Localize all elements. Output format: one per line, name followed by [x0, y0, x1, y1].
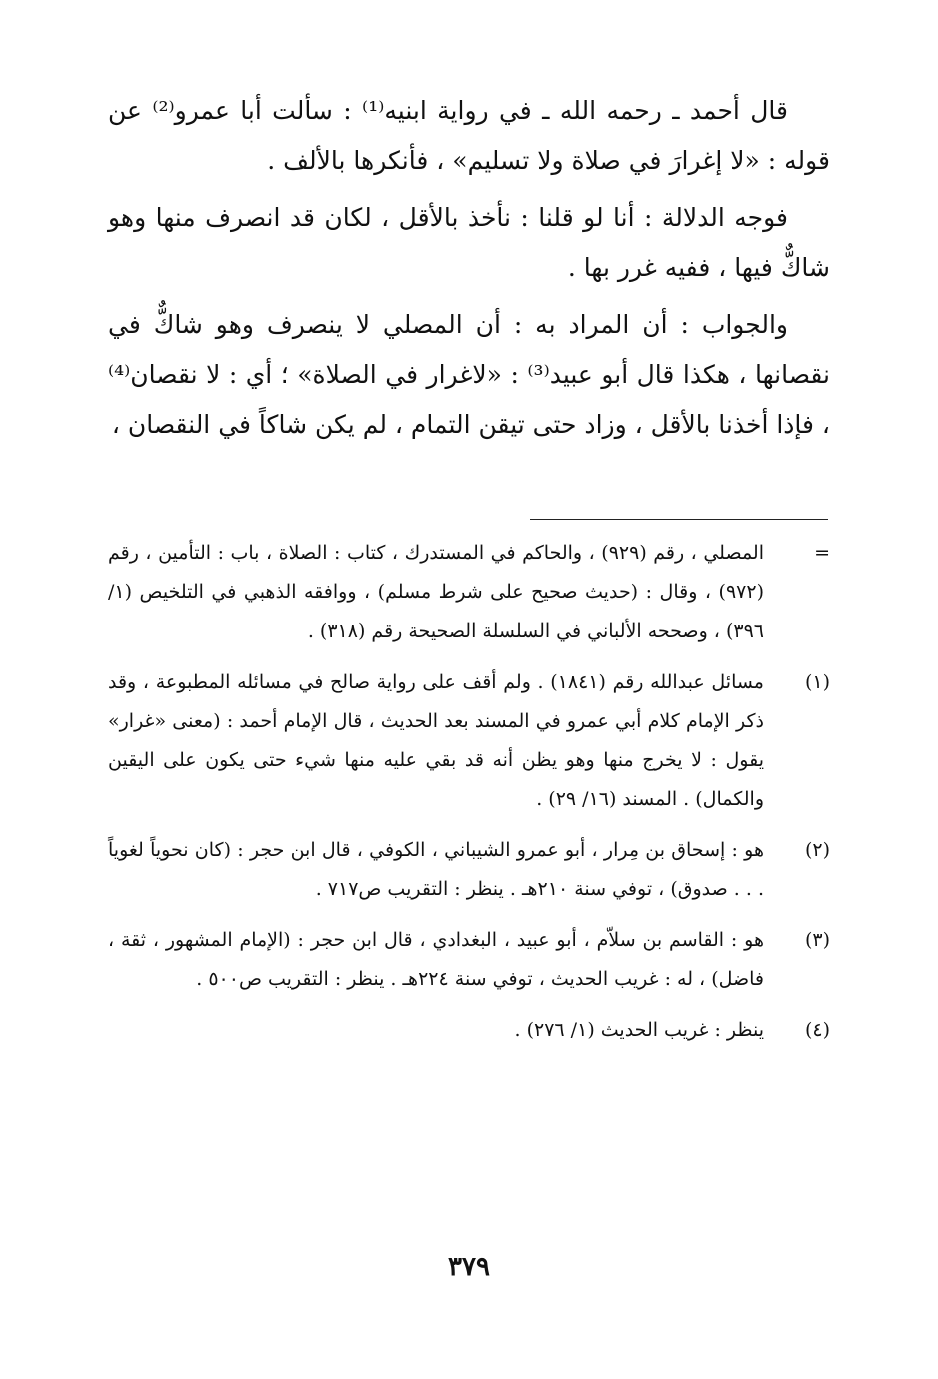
footnote-separator	[530, 519, 828, 520]
footnote-2	[108, 831, 830, 909]
footnote-marker: (٢)	[804, 839, 830, 861]
footnote-text: ينظر : غريب الحديث (١/ ٢٧٦) .	[514, 1019, 764, 1041]
page-number: ٣٧٩	[448, 1252, 490, 1282]
footnote-1	[108, 663, 830, 819]
footnote-text: هو : إسحاق بن مِرار ، أبو عمرو الشيباني ، الكوفي ، قال ابن حجر : (كان نحوياً لغوياً . . . صدوق) ، توفي سنة ٢١٠هـ . ينظر : التقريب ص٧١٧ .	[108, 839, 764, 900]
footnote-4	[108, 1011, 830, 1050]
footnotes	[108, 534, 830, 1062]
footnote-marker: (٤)	[804, 1019, 830, 1041]
footnote-3	[108, 921, 830, 999]
footnote-marker: =	[814, 542, 830, 564]
paragraph: فوجه الدلالة : أنا لو قلنا : نأخذ بالأقل ، لكان قد انصرف منها وهو شاكٌّ فيها ، ففيه غرر بها .	[108, 203, 830, 282]
footnote-marker: (٣)	[804, 929, 830, 951]
paragraph: قال أحمد ـ رحمه الله ـ في رواية ابنيه⁽¹⁾ : سألت أبا عمرو⁽²⁾ عن قوله : «لا إغرارَ في صلاة ولا تسليم» ، فأنكرها بالألف .	[108, 96, 830, 175]
footnote-text: هو : القاسم بن سلاّم ، أبو عبيد ، البغدادي ، قال ابن حجر : (الإمام المشهور ، ثقة ، فاضل) ، له : غريب الحديث ، توفي سنة ٢٢٤هـ . ينظر : التقريب ص٥٠٠ .	[108, 929, 764, 990]
footnote-continued	[108, 534, 830, 651]
footnote-text: المصلي ، رقم (٩٢٩) ، والحاكم في المستدرك ، كتاب : الصلاة ، باب : التأمين ، رقم (٩٧٢) ، وقال : (حديث صحيح على شرط مسلم) ، ووافقه الذهبي في التلخيص (١/ ٣٩٦) ، وصححه الألباني في السلسلة الصحيحة رقم (٣١٨) .	[108, 542, 764, 642]
footnote-marker: (١)	[804, 671, 830, 693]
paragraph: والجواب : أن المراد به : أن المصلي لا ينصرف وهو شاكٌّ في نقصانها ، هكذا قال أبو عبيد⁽³⁾ : «لاغرار في الصلاة» ؛ أي : لا نقصان⁽⁴⁾ ، فإذا أخذنا بالأقل ، وزاد حتى تيقن التمام ، لم يكن شاكاً في النقصان ،	[108, 310, 830, 439]
main-text	[108, 86, 830, 457]
footnote-text: مسائل عبدالله رقم (١٨٤١) . ولم أقف على رواية صالح في مسائله المطبوعة ، وقد ذكر الإمام كلام أبي عمرو في المسند بعد الحديث ، قال الإمام أحمد : (معنى «غرار» يقول : لا يخرج منها وهو يظن أنه قد بقي عليه منها شيء حتى يكون على اليقين والكمال) . المسند (١٦/ ٢٩) .	[108, 671, 764, 810]
